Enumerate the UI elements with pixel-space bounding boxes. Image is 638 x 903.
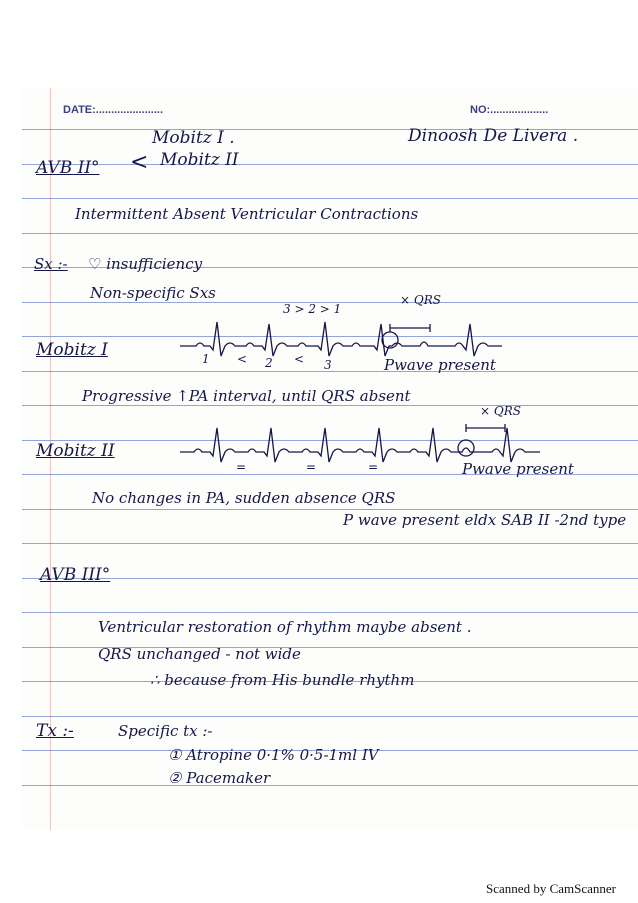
x-qrs-note-2: × QRS xyxy=(480,404,521,418)
tx-item-2: ② Pacemaker xyxy=(168,769,271,787)
qrs-unchanged-line: QRS unchanged - not wide xyxy=(98,645,301,663)
pwave-note-2: Pwave present xyxy=(462,460,574,478)
x-qrs-note-1: × QRS xyxy=(400,293,441,307)
mobitz1-label: Mobitz I xyxy=(36,340,108,360)
sx-label: Sx :- xyxy=(34,255,68,273)
scanner-watermark: Scanned by CamScanner xyxy=(486,881,616,896)
mobitz2-title: Mobitz II xyxy=(160,150,239,170)
avb2-heading: AVB II° xyxy=(36,158,100,178)
author-name: Dinoosh De Livera . xyxy=(408,126,579,146)
progressive-line: Progressive ↑PA interval, until QRS absent xyxy=(82,387,411,405)
interval-compare-1: < xyxy=(237,352,248,366)
ruled-line xyxy=(22,543,638,544)
equal-mark-2: = xyxy=(306,460,317,474)
avb3-heading: AVB III° xyxy=(40,565,111,585)
pwave-note-1: Pwave present xyxy=(384,356,496,374)
intermittent-line: Intermittent Absent Ventricular Contractions xyxy=(75,205,419,223)
tx-item-1: ① Atropine 0·1% 0·5-1ml IV xyxy=(168,746,379,764)
because-line: ∴ because from His bundle rhythm xyxy=(150,671,415,689)
equal-mark-3: = xyxy=(368,460,379,474)
mobitz1-title: Mobitz I . xyxy=(152,128,235,148)
sx-line-1: ♡ insufficiency xyxy=(88,255,203,273)
interval-mark-3: 3 xyxy=(324,358,332,372)
sx-line-2: Non-specific Sxs xyxy=(90,284,216,302)
ruled-line xyxy=(22,612,638,613)
tx-label: Tx :- xyxy=(36,721,74,741)
mobitz2-label: Mobitz II xyxy=(36,441,115,461)
ruled-line xyxy=(22,405,638,406)
pwave-eldx-line: P wave present eldx SAB II -2nd type xyxy=(343,511,627,529)
ventricular-line: Ventricular restoration of rhythm maybe absent . xyxy=(98,618,472,636)
interval-mark-1: 1 xyxy=(202,352,210,366)
specific-tx-line: Specific tx :- xyxy=(118,722,213,740)
ruled-line xyxy=(22,164,638,165)
ruled-line xyxy=(22,233,638,234)
interval-mark-2: 2 xyxy=(265,356,273,370)
bracket-arrow: < xyxy=(130,150,149,175)
ruled-line xyxy=(22,198,638,199)
no-changes-line: No changes in PA, sudden absence QRS xyxy=(92,489,396,507)
sequence-note: 3 > 2 > 1 xyxy=(283,302,342,316)
ruled-line xyxy=(22,785,638,786)
ruled-line xyxy=(22,509,638,510)
ruled-line xyxy=(22,716,638,717)
ruled-line xyxy=(22,578,638,579)
equal-mark-1: = xyxy=(236,460,247,474)
no-label: NO:................... xyxy=(470,104,549,116)
interval-compare-2: < xyxy=(294,352,305,366)
date-label: DATE:...................... xyxy=(63,104,164,116)
